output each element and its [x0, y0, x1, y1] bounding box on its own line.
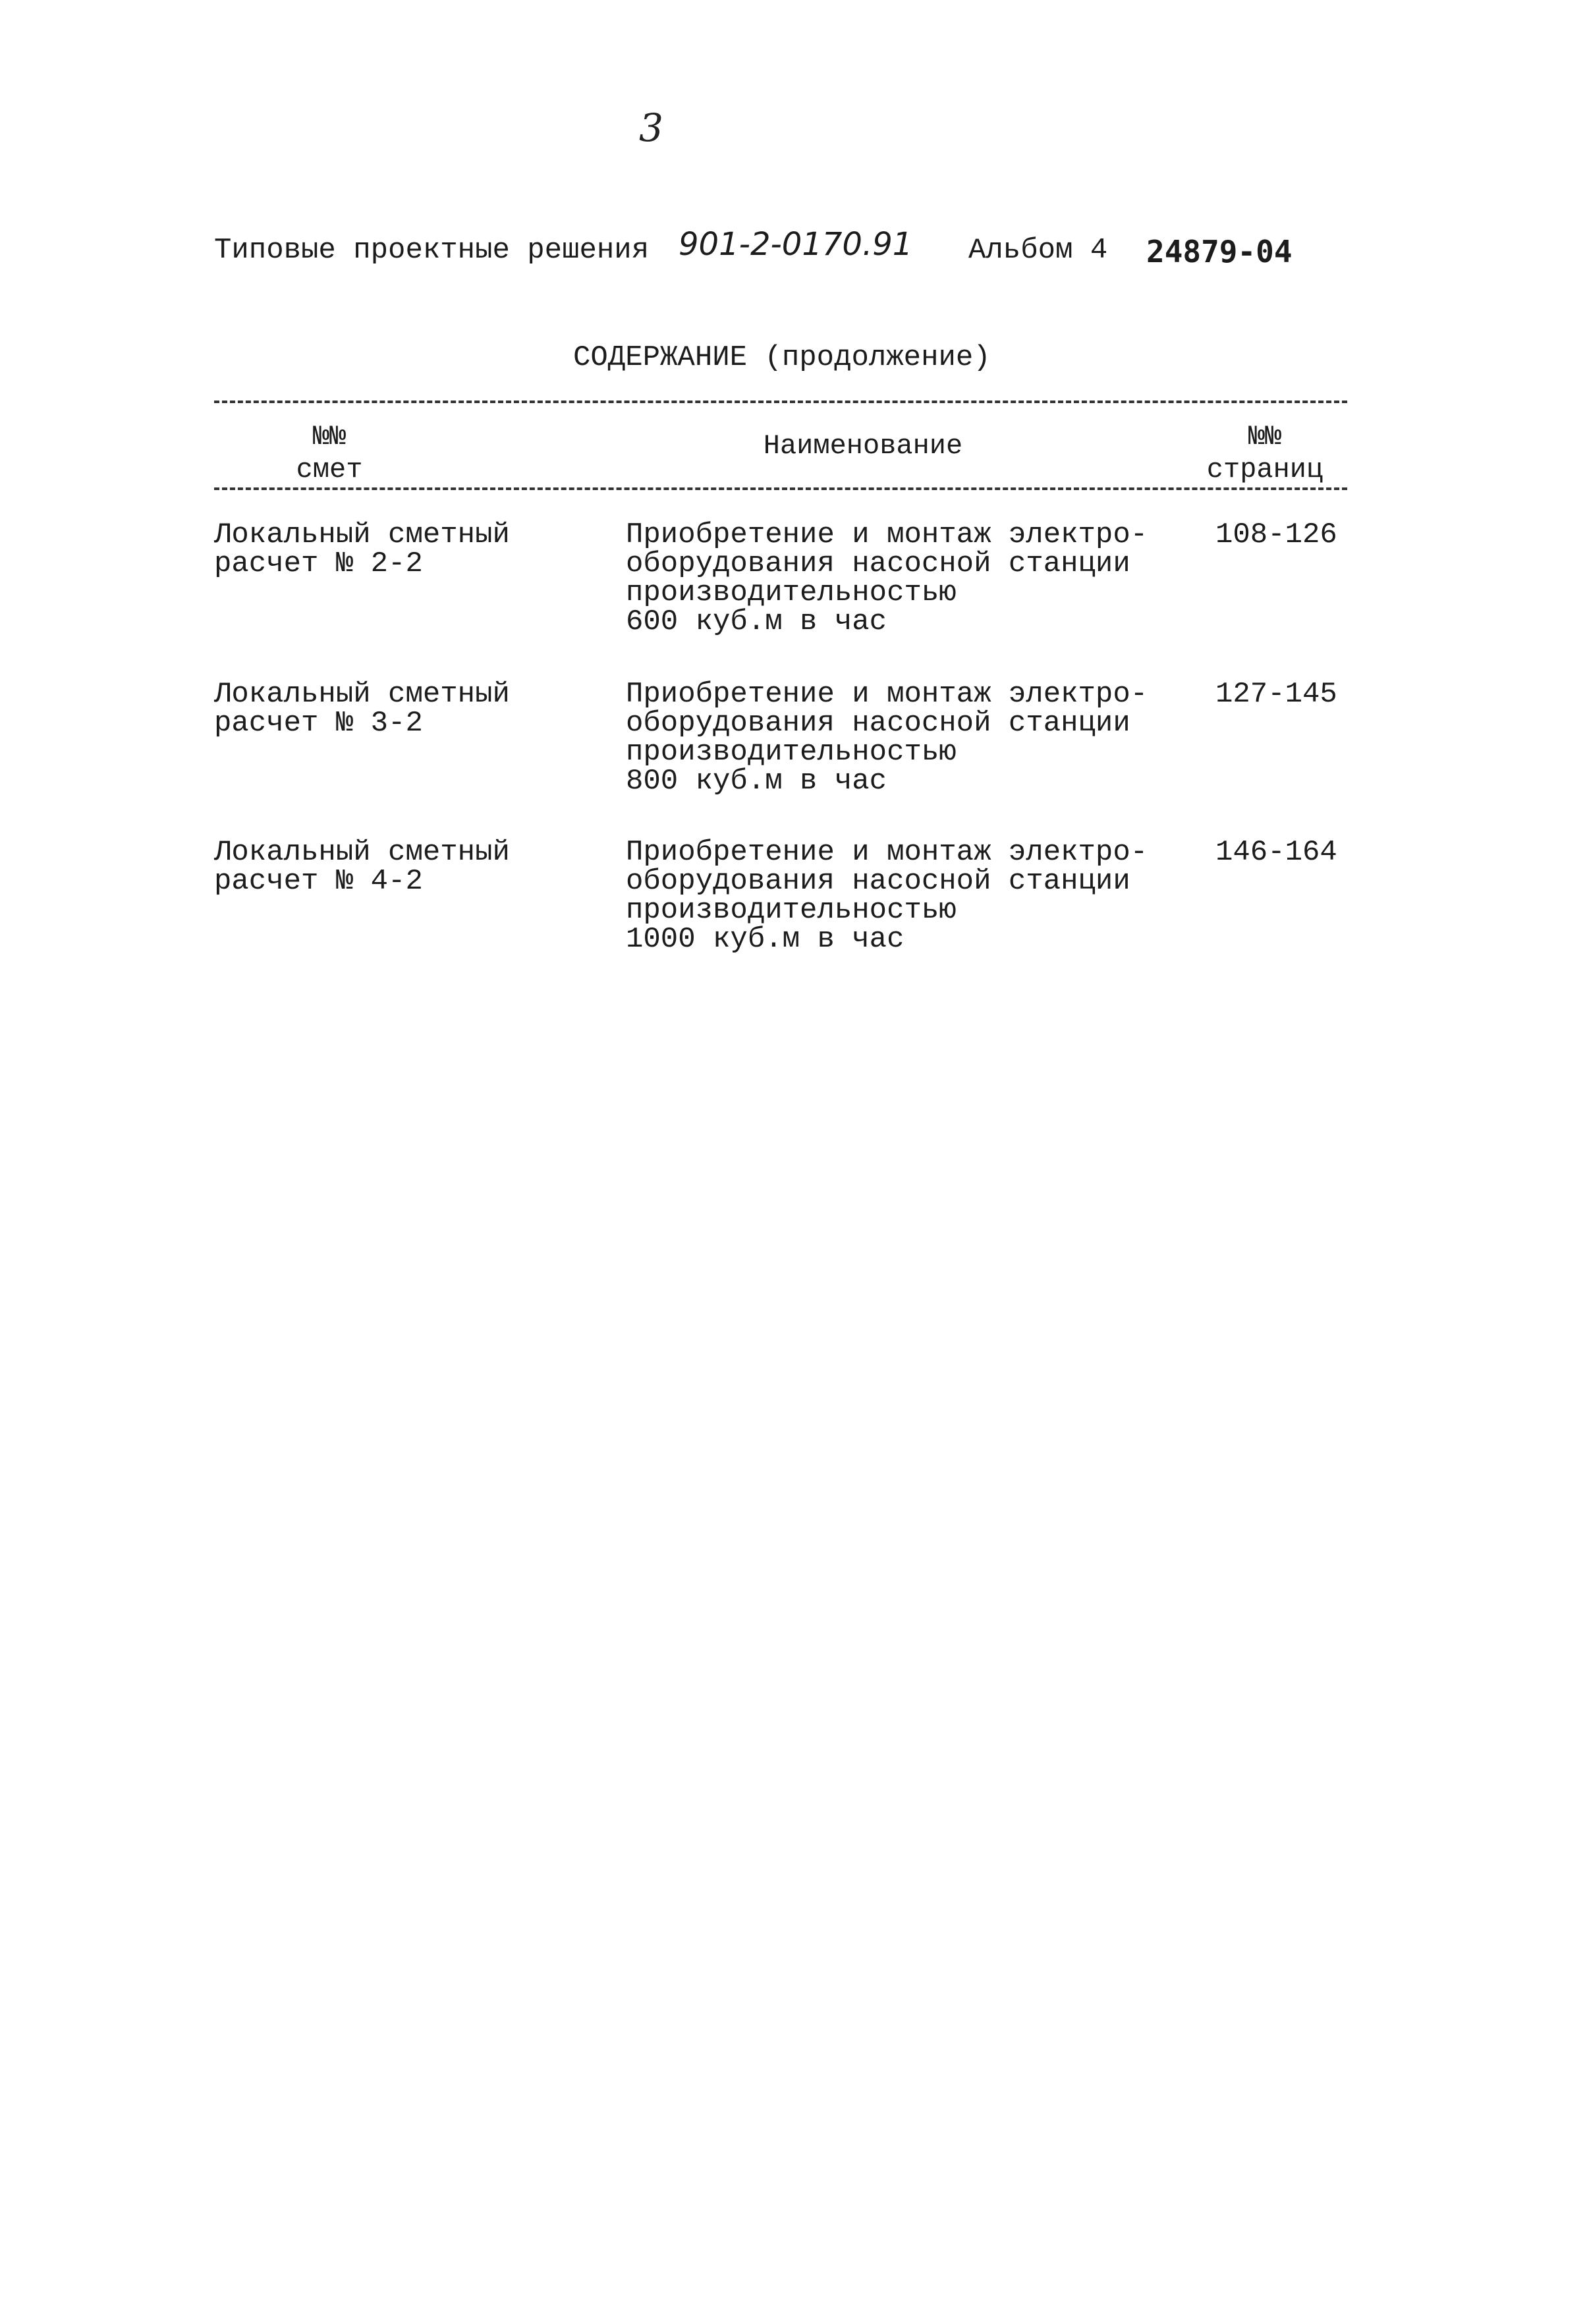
column-header-estimates — [264, 420, 395, 486]
table-header-rule — [214, 487, 1347, 490]
name-cell: Приобретение и монтаж электро- оборудования насосной станции производительностью 1000 куб.м в час — [626, 836, 1148, 956]
inventory-number: 24879-04 — [1146, 234, 1293, 269]
estimate-cell: Локальный сметный расчет № 2-2 — [214, 518, 510, 580]
pages-cell: 146-164 — [1215, 836, 1337, 869]
column-header-name — [744, 429, 982, 462]
series-title: Типовые проектные решения — [214, 234, 650, 267]
page-number: 3 — [639, 105, 663, 150]
project-code: 901-2-0170.91 — [679, 226, 913, 263]
name-cell: Приобретение и монтаж электро- оборудования насосной станции производительностью 600 куб.м в час — [626, 518, 1148, 638]
column-header-line: Наименование — [763, 430, 963, 462]
column-header-line: №№ — [1248, 421, 1282, 453]
column-header-pages — [1179, 420, 1350, 486]
column-header-line: №№ — [312, 421, 347, 453]
section-title: СОДЕРЖАНИЕ (продолжение) — [573, 341, 991, 374]
column-header-line: страниц — [1206, 454, 1323, 485]
estimate-cell: Локальный сметный расчет № 3-2 — [214, 678, 510, 740]
column-header-line: смет — [296, 454, 363, 485]
album-label: Альбом 4 — [968, 234, 1108, 267]
pages-cell: 127-145 — [1215, 678, 1337, 711]
name-cell: Приобретение и монтаж электро- оборудования насосной станции производительностью 800 куб.м в час — [626, 678, 1148, 798]
table-top-rule — [214, 401, 1347, 403]
estimate-cell: Локальный сметный расчет № 4-2 — [214, 836, 510, 898]
pages-cell: 108-126 — [1215, 518, 1337, 551]
document-header — [214, 226, 1334, 280]
